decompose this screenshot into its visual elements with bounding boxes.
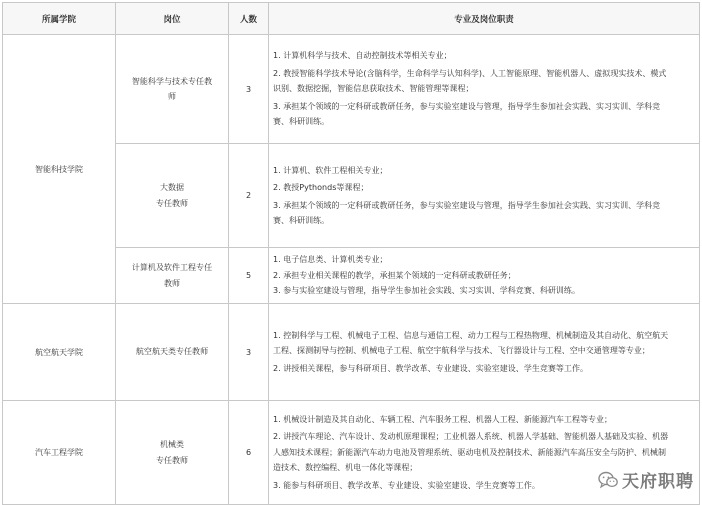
duty-line: 1. 计算机、软件工程相关专业； [273,165,388,175]
position-line: 航空航天类专任教师 [135,347,209,357]
duty-line: 识别、数据挖掘，智能信息获取技术、智能管理等课程； [273,84,474,94]
header-college: 所属学院 [3,3,116,35]
duty-line: 赛、科研训练。 [273,117,330,127]
duty-line: 造技术、数控编程、机电一体化等课程； [273,463,418,473]
position-line: 专任教师 [155,455,189,465]
position-cell [116,304,229,401]
count-cell: 3 [229,35,269,144]
table-row [3,304,700,401]
position-cell [116,35,229,144]
duty-line: 1. 控制科学与工程、机械电子工程、信息与通信工程、动力工程与工程热物理、机械制造及其自动化、航空航天 [273,330,669,340]
college-cell: 汽车工程学院 [3,401,116,505]
college-cell: 航空航天学院 [3,304,116,401]
position-line: 计算机及软件工程专任 [131,263,213,273]
position-cell [116,401,229,505]
position-line: 教师 [163,278,181,288]
duty-line: 3. 承担某个领域的一定科研或教研任务，参与实验室建设与管理，指导学生参加社会实践、实习实训、学科竞 [273,200,661,210]
position-cell [116,144,229,248]
watermark-text: 天府职聘 [622,472,694,492]
duty-line: 2. 讲授汽车理论、汽车设计、发动机原理课程；工业机器人系统、机器人学基础、智能机器人基础及实验、机器 [273,432,669,442]
position-line: 师 [167,92,177,101]
header-position: 岗位 [116,3,229,35]
wechat-icon [598,471,618,489]
header-duties: 专业及岗位职责 [269,3,700,35]
count-cell: 5 [229,248,269,304]
table-header-row [3,3,700,35]
count-cell: 6 [229,401,269,505]
header-count: 人数 [229,3,269,35]
position-line: 大数据 [159,183,185,193]
position-line: 专任教师 [155,198,189,208]
watermark [594,465,698,494]
duty-line: 1. 机械设计制造及其自动化、车辆工程、汽车服务工程、机器人工程、新能源汽车工程等专业； [273,414,613,424]
college-cell: 智能科技学院 [3,35,116,304]
duties-cell [269,144,700,248]
duty-line: 2. 教授智能科学技术导论(含脑科学，生命科学与认知科学)、人工智能原理、智能机器人、虚拟现实技术、模式 [273,68,667,78]
table-row [3,35,700,144]
duty-line: 3. 承担某个领域的一定科研或教研任务，参与实验室建设与管理，指导学生参加社会实践、实习实训、学科竞 [273,101,661,111]
duty-line: 3. 能参与科研项目、教学改革、专业建设、实验室建设、学生竞赛等工作。 [273,480,540,490]
duties-cell [269,248,700,304]
count-cell: 2 [229,144,269,248]
duty-line: 2. 教授Pythonds等课程； [273,183,369,193]
recruitment-table [2,2,700,505]
position-cell [116,248,229,304]
duty-line: 工程、探测制导与控制、机械电子工程、航空宇航科学与技术、飞行器设计与工程、空中交通管理等专业； [273,346,650,356]
position-line: 机械类 [159,440,185,450]
duty-line: 人感知技术课程；新能源汽车动力电池及管理系统、驱动电机及控制技术、新能源汽车高压安全与防护、机械制 [273,447,666,457]
duty-line: 2. 讲授相关课程，参与科研项目、教学改革、专业建设、实验室建设、学生竞赛等工作。 [273,363,588,373]
duty-line: 1. 电子信息类、计算机类专业； [273,255,388,265]
duties-cell [269,304,700,401]
duties-cell [269,35,700,144]
duty-line: 2. 承担专业相关课程的教学，承担某个领域的一定科研或教研任务； [273,270,516,280]
duty-line: 赛、科研训练。 [273,215,330,225]
position-line: 智能科学与技术专任教 [131,76,213,86]
duty-line: 1. 计算机科学与技术、自动控制技术等相关专业； [273,51,452,61]
count-cell: 3 [229,304,269,401]
duty-line: 3. 参与实验室建设与管理，指导学生参加社会实践、实习实训、学科竞赛、科研训练。 [273,286,580,296]
